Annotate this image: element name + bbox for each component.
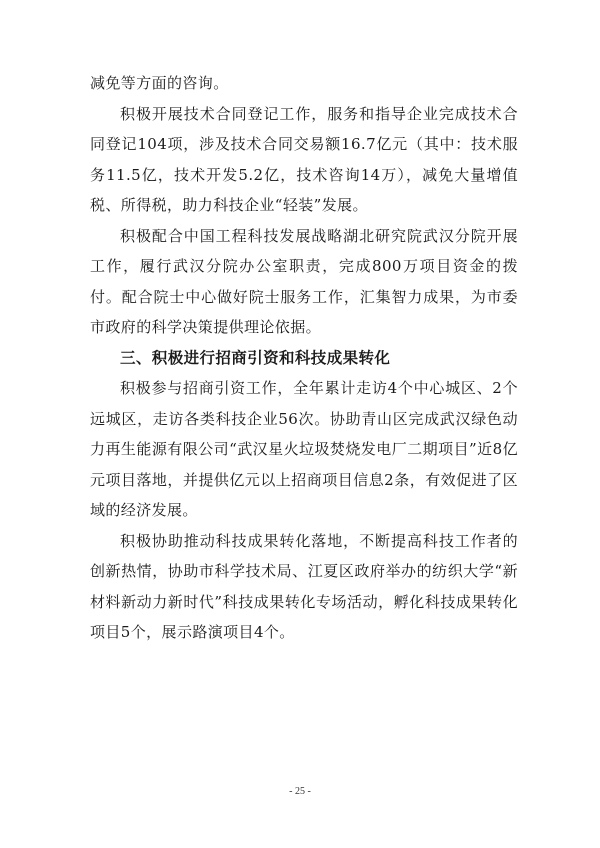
page-number: - 25 - [289, 786, 311, 797]
document-body [90, 68, 518, 648]
section-heading: 三、积极进行招商引资和科技成果转化 [120, 348, 391, 367]
paragraph-continuation: 减免等方面的咨询。 [90, 74, 229, 92]
paragraph-wuhan-branch: 积极配合中国工程科技发展战略湖北研究院武汉分院开展工作，履行武汉分院办公室职责，完成800万项目资金的拨付。配合院士中心做好院士服务工作，汇集智力成果，为市委市政府的科学决策提供理论依据。 [90, 226, 518, 336]
paragraph-contract-registration: 积极开展技术合同登记工作，服务和指导企业完成技术合同登记104项，涉及技术合同交易额16.7亿元（其中：技术服务11.5亿，技术开发5.2亿，技术咨询14万），减免大量增值税、所得税，助力科技企业“轻装”发展。 [90, 104, 518, 214]
paragraph-investment: 积极参与招商引资工作，全年累计走访4个中心城区、2个远城区，走访各类科技企业56次。协助青山区完成武汉绿色动力再生能源有限公司“武汉星火垃圾焚烧发电厂二期项目”近8亿元项目落地，并提供亿元以上招商项目信息2条，有效促进了区域的经济发展。 [90, 379, 518, 519]
paragraph-tech-transfer: 积极协助推动科技成果转化落地，不断提高科技工作者的创新热情，协助市科学技术局、江夏区政府举办的纺织大学“新材料新动力新时代”科技成果转化专场活动，孵化科技成果转化项目5个，展示路演项目4个。 [90, 531, 518, 641]
